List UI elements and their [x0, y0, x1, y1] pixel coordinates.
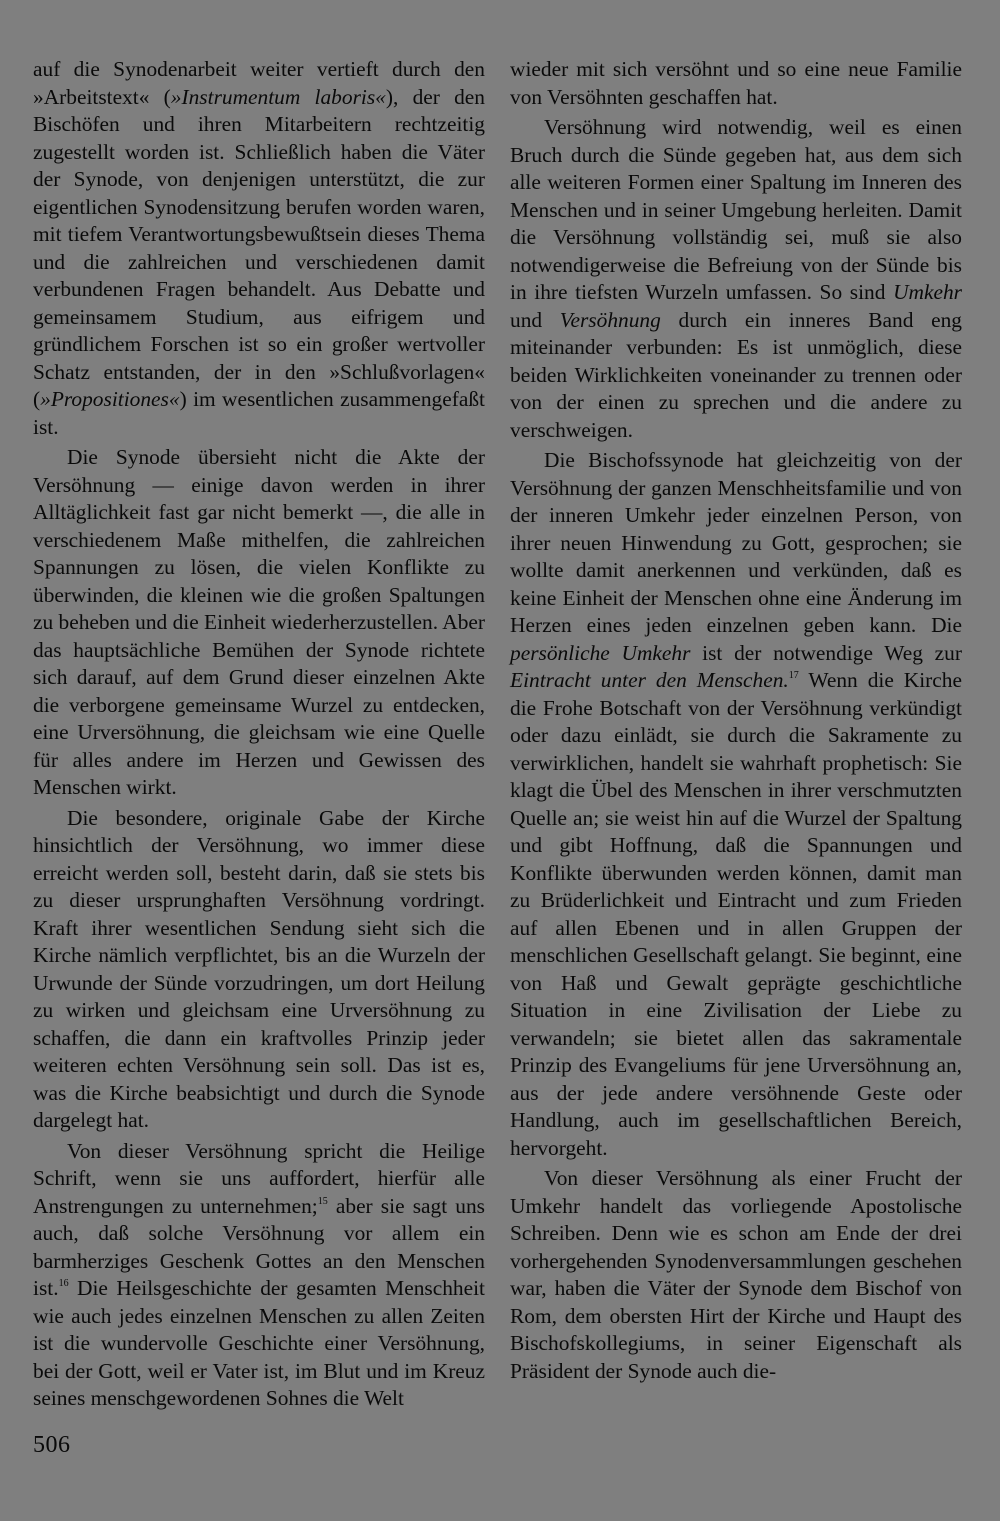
text-segment: Die Bischofssynode hat gleichzeitig von der Versöhnung der ganzen Menschheitsfamilie und von der inneren Umkehr jeder einzelnen Person, von ihrer neuen Hinwendung zu Gott, gesprochen; sie wollte damit anerkennen und verkünden, daß es keine Einheit der Menschen ohne eine Änderung im Herzen eines jeden einzelnen geben kann. Die: [510, 448, 962, 637]
footnote-ref: 17: [788, 670, 799, 681]
footnote-ref: 15: [317, 1195, 328, 1207]
paragraph: [33, 1138, 485, 1413]
text-segment: Die Synode übersieht nicht die Akte der Versöhnung — einige davon werden in ihrer Alltäglichkeit fast gar nicht bemerkt —, die alle in verschiedenem Maße mithelfen, die zahlreichen Spannungen zu lösen, die vielen Konflikte zu überwinden, die kleinen wie die großen Spaltungen zu beheben und die Einheit wiederherzustellen. Aber das hauptsächliche Bemühen der Synode richtete sich darauf, auf dem Grund dieser einzelnen Akte die verborgene gemeinsame Wurzel zu entdecken, eine Urversöhnung, die gleichsam wie eine Quelle für alles andere im Herzen und Gewissen des Menschen wirkt.: [33, 445, 486, 799]
paragraph: [510, 447, 962, 1162]
italic-text: »Propositiones«: [40, 387, 180, 411]
text-segment: Von dieser Versöhnung als einer Frucht der Umkehr handelt das vorliegende Apostolische Schreiben. Denn wie es schon am Ende der drei vorhergehenden Synodenversammlungen geschehen war, haben die Väter der Synode dem Bischof von Rom, dem obersten Hirt der Kirche und Haupt des Bischofskollegiums, in seiner Eigenschaft als Präsident der Synode auch die-: [510, 1166, 962, 1383]
paragraph: [510, 56, 962, 111]
text-segment: und: [510, 307, 560, 332]
italic-text: Versöhnung: [559, 307, 661, 332]
paragraph: [33, 56, 485, 441]
text-segment: ), der den Bischöfen und ihren Mitarbeitern rechtzeitig zugestellt worden ist. Schließlich haben die Väter der Synode, von denjenigen unterstützt, die zur eigentlichen Synodensitzung berufen worden waren, mit tiefem Verantwortungsbewußtsein dieses Thema und die zahlreichen und verschiedenen damit verbundenen Fragen behandelt. Aus Debatte und gemeinsamem Studium, aus eifrigem und gründlichem Forschen ist so ein großer wertvoller Schatz entstanden, der in den »Schlußvorlagen« (: [33, 84, 485, 411]
paragraph: [510, 1165, 962, 1385]
italic-text: »Instrumentum laboris«: [170, 84, 386, 109]
paragraph: [33, 805, 485, 1135]
text-segment: aber sie sagt uns auch, daß solche Versöhnung vor allem ein barmherziges Geschenk Gottes an den Menschen ist.: [33, 1193, 485, 1300]
text-segment: auf die Synodenarbeit weiter vertieft durch den »Arbeitstext« (: [33, 57, 485, 109]
page-number: 506: [33, 1432, 71, 1458]
text-segment: durch ein inneres Band eng miteinander verbunden: Es ist unmöglich, diese beiden Wirklichkeiten voneinander zu trennen oder von der einen zu sprechen und die andere zu verschweigen.: [510, 307, 962, 442]
italic-text: Eintracht unter den Menschen.: [510, 668, 789, 692]
paragraph: [510, 114, 962, 444]
italic-text: Umkehr: [893, 280, 962, 304]
left-text-column: [33, 56, 485, 1413]
footnote-ref: 16: [58, 1278, 69, 1289]
right-text-column: [510, 56, 962, 1385]
text-segment: ist der notwendige Weg zur: [690, 640, 962, 665]
text-segment: ) im wesentlichen zusammengefaßt ist.: [33, 387, 485, 439]
text-segment: Die besondere, originale Gabe der Kirche hinsichtlich der Versöhnung, wo immer diese erreicht werden soll, besteht darin, daß sie stets bis zu dieser ursprunghaften Versöhnung vordringt. Kraft ihrer wesentlichen Sendung sieht sich die Kirche nämlich verpflichtet, bis an die Wurzeln der Urwunde der Sünde vorzudringen, um dort Heilung zu wirken und gleichsam eine Urversöhnung zu schaffen, die dann ein kraftvolles Prinzip jeder weiteren echten Versöhnung sein soll. Das ist es, was die Kirche beabsichtigt und durch die Synode dargelegt hat.: [33, 805, 485, 1132]
italic-text: persönliche Umkehr: [510, 640, 691, 665]
text-segment: Wenn die Kirche die Frohe Botschaft von der Versöhnung verkündigt oder dazu einlädt, sie durch die Sakramente zu verwirklichen, handelt sie wahrhaft prophetisch: Sie klagt die Übel des Menschen in ihrer verschmutzten Quelle an; sie weist hin auf die Wurzel der Spaltung und gibt Hoffnung, daß die Spannungen und Konflikte überwunden werden können, damit man zu Brüderlichkeit und Eintracht und zum Frieden auf allen Ebenen und in allen Gruppen der menschlichen Gesellschaft gelangt. Sie beginnt, eine von Haß und Gewalt geprägte geschichtliche Situation in eine Zivilisation der Liebe zu verwandeln; sie bietet allen das sakramentale Prinzip des Evangeliums für jene Urversöhnung an, aus der jede andere versöhnende Geste oder Handlung, auch im gesellschaftlichen Bereich, hervorgeht.: [510, 668, 962, 1160]
text-segment: Die Heilsgeschichte der gesamten Menschheit wie auch jedes einzelnen Menschen zu allen Zeiten ist die wundervolle Geschichte einer Versöhnung, bei der Gott, weil er Vater ist, im Blut und im Kreuz seines menschgewordenen Sohnes die Welt: [33, 1276, 485, 1410]
text-segment: wieder mit sich versöhnt und so eine neue Familie von Versöhnten geschaffen hat.: [510, 57, 962, 109]
text-segment: Von dieser Versöhnung spricht die Heilige Schrift, wenn sie uns auffordert, hierfür alle Anstrengungen zu unternehmen;: [33, 1138, 485, 1218]
paragraph: [33, 444, 485, 802]
text-segment: Versöhnung wird notwendig, weil es einen Bruch durch die Sünde gegeben hat, aus dem sich alle weiteren Formen einer Spaltung im Inneren des Menschen und in seiner Umgebung herleiten. Damit die Versöhnung vollständig sei, muß sie also notwendigerweise die Befreiung von der Sünde bis in ihre tiefsten Wurzeln umfassen. So sind: [510, 115, 962, 304]
